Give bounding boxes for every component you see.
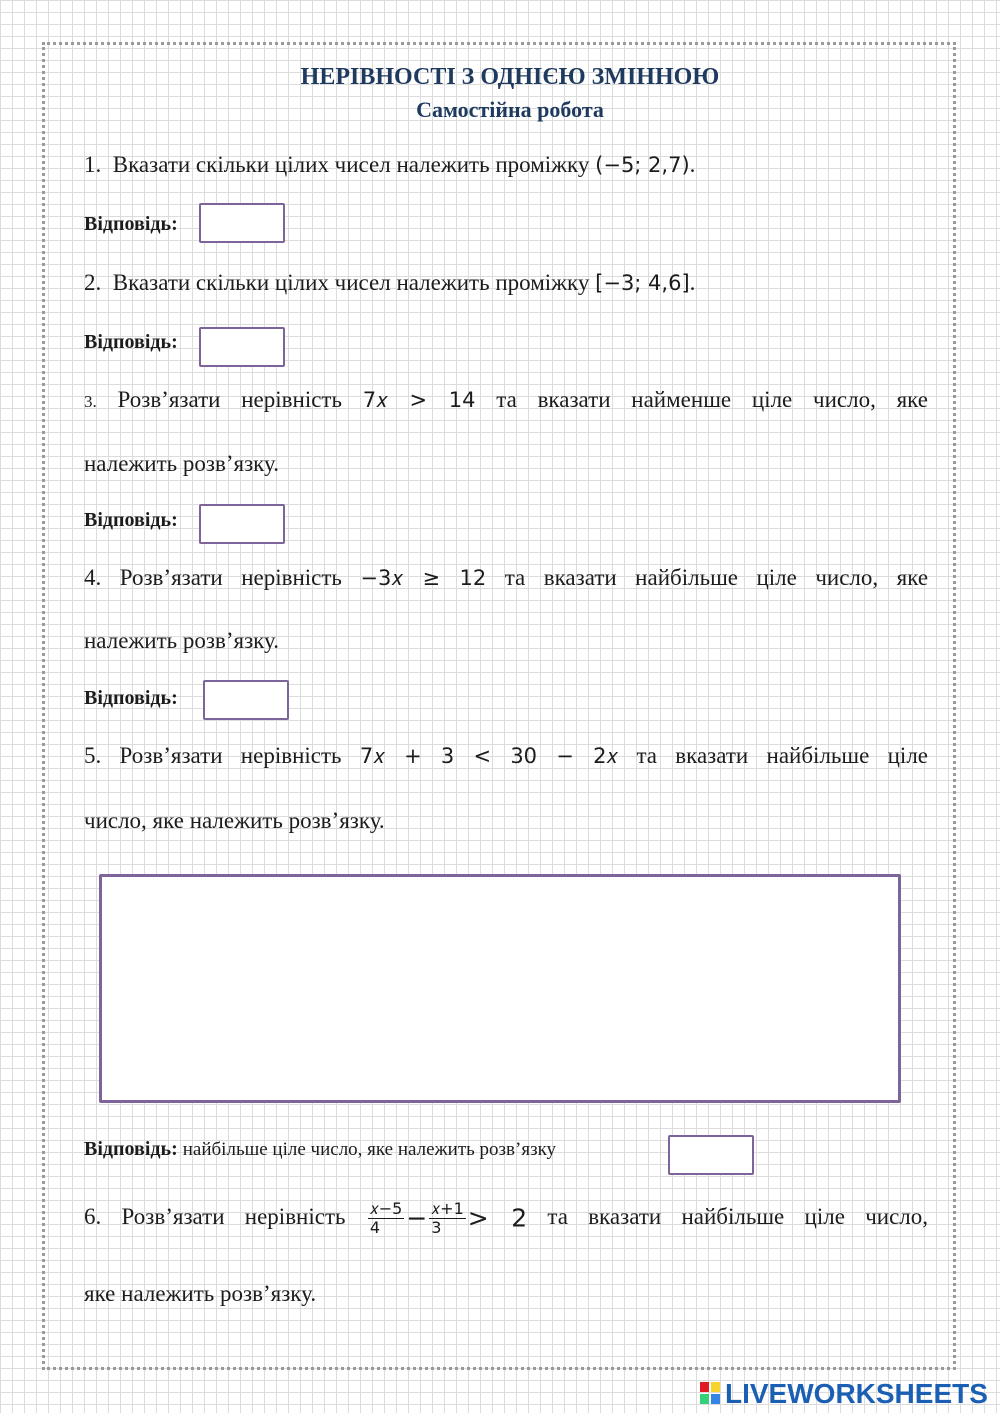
question-3-line2: належить розв’язку. <box>84 451 279 476</box>
answer-input-3[interactable] <box>199 504 285 544</box>
question-6-line2: яке належить розв’язку. <box>84 1281 317 1306</box>
page-border <box>42 42 956 1370</box>
question-4-line2: належить розв’язку. <box>84 628 279 653</box>
answer-label-1: Відповідь: <box>84 213 178 235</box>
answer-5-text: найбільше ціле число, яке належить розв’язку <box>182 1139 557 1160</box>
question-5: 5. Розв’язати нерівність 7𝑥 + 3 < 30 − 2𝑥 та вказати найбільше ціле <box>84 743 929 768</box>
fraction-2: $\frac{\text{𝑥+1}}{3}$ <box>431 1199 464 1237</box>
question-3: 3. Розв’язати нерівність 7𝑥 > 14 та вказати найменше ціле число, яке <box>84 387 928 412</box>
answer-label-3: Відповідь: <box>84 509 178 531</box>
question-2: 2. Вказати скільки цілих чисел належить проміжку [−3; 4,6]. <box>84 270 696 295</box>
solution-area[interactable] <box>99 874 901 1103</box>
question-4: 4. Розв’язати нерівність −3𝑥 ≥ 12 та вказати найбільше ціле число, яке <box>84 565 929 590</box>
question-5-line2: число, яке належить розв’язку. <box>84 808 385 833</box>
page-subtitle: Самостійна робота <box>416 97 604 122</box>
page-title: НЕРІВНОСТІ З ОДНІЄЮ ЗМІННОЮ <box>300 64 720 90</box>
question-6: 6. Розв’язати нерівність $\frac{\text{𝑥−5}}{4}$ − $\frac{\text{𝑥+1}}{3}$ > 2 та вказати найбільше ціле число, <box>84 1199 929 1237</box>
fraction-1: $\frac{\text{𝑥−5}}{4}$ <box>369 1199 403 1237</box>
liveworksheets-logo: LIVEWORKSHEETS <box>700 1378 988 1410</box>
question-1: 1. Вказати скільки цілих чисел належить проміжку (−5; 2,7). <box>84 152 696 177</box>
answer-input-1[interactable] <box>199 203 285 243</box>
answer-label-5: Відповідь: найбільше ціле число, яке належить розв’язку <box>84 1138 557 1160</box>
logo-icon <box>700 1382 722 1406</box>
answer-input-4[interactable] <box>203 680 289 720</box>
answer-input-5[interactable] <box>668 1135 754 1175</box>
answer-input-2[interactable] <box>199 327 285 367</box>
answer-label-2: Відповідь: <box>84 331 178 353</box>
answer-label-4: Відповідь: <box>84 687 178 709</box>
